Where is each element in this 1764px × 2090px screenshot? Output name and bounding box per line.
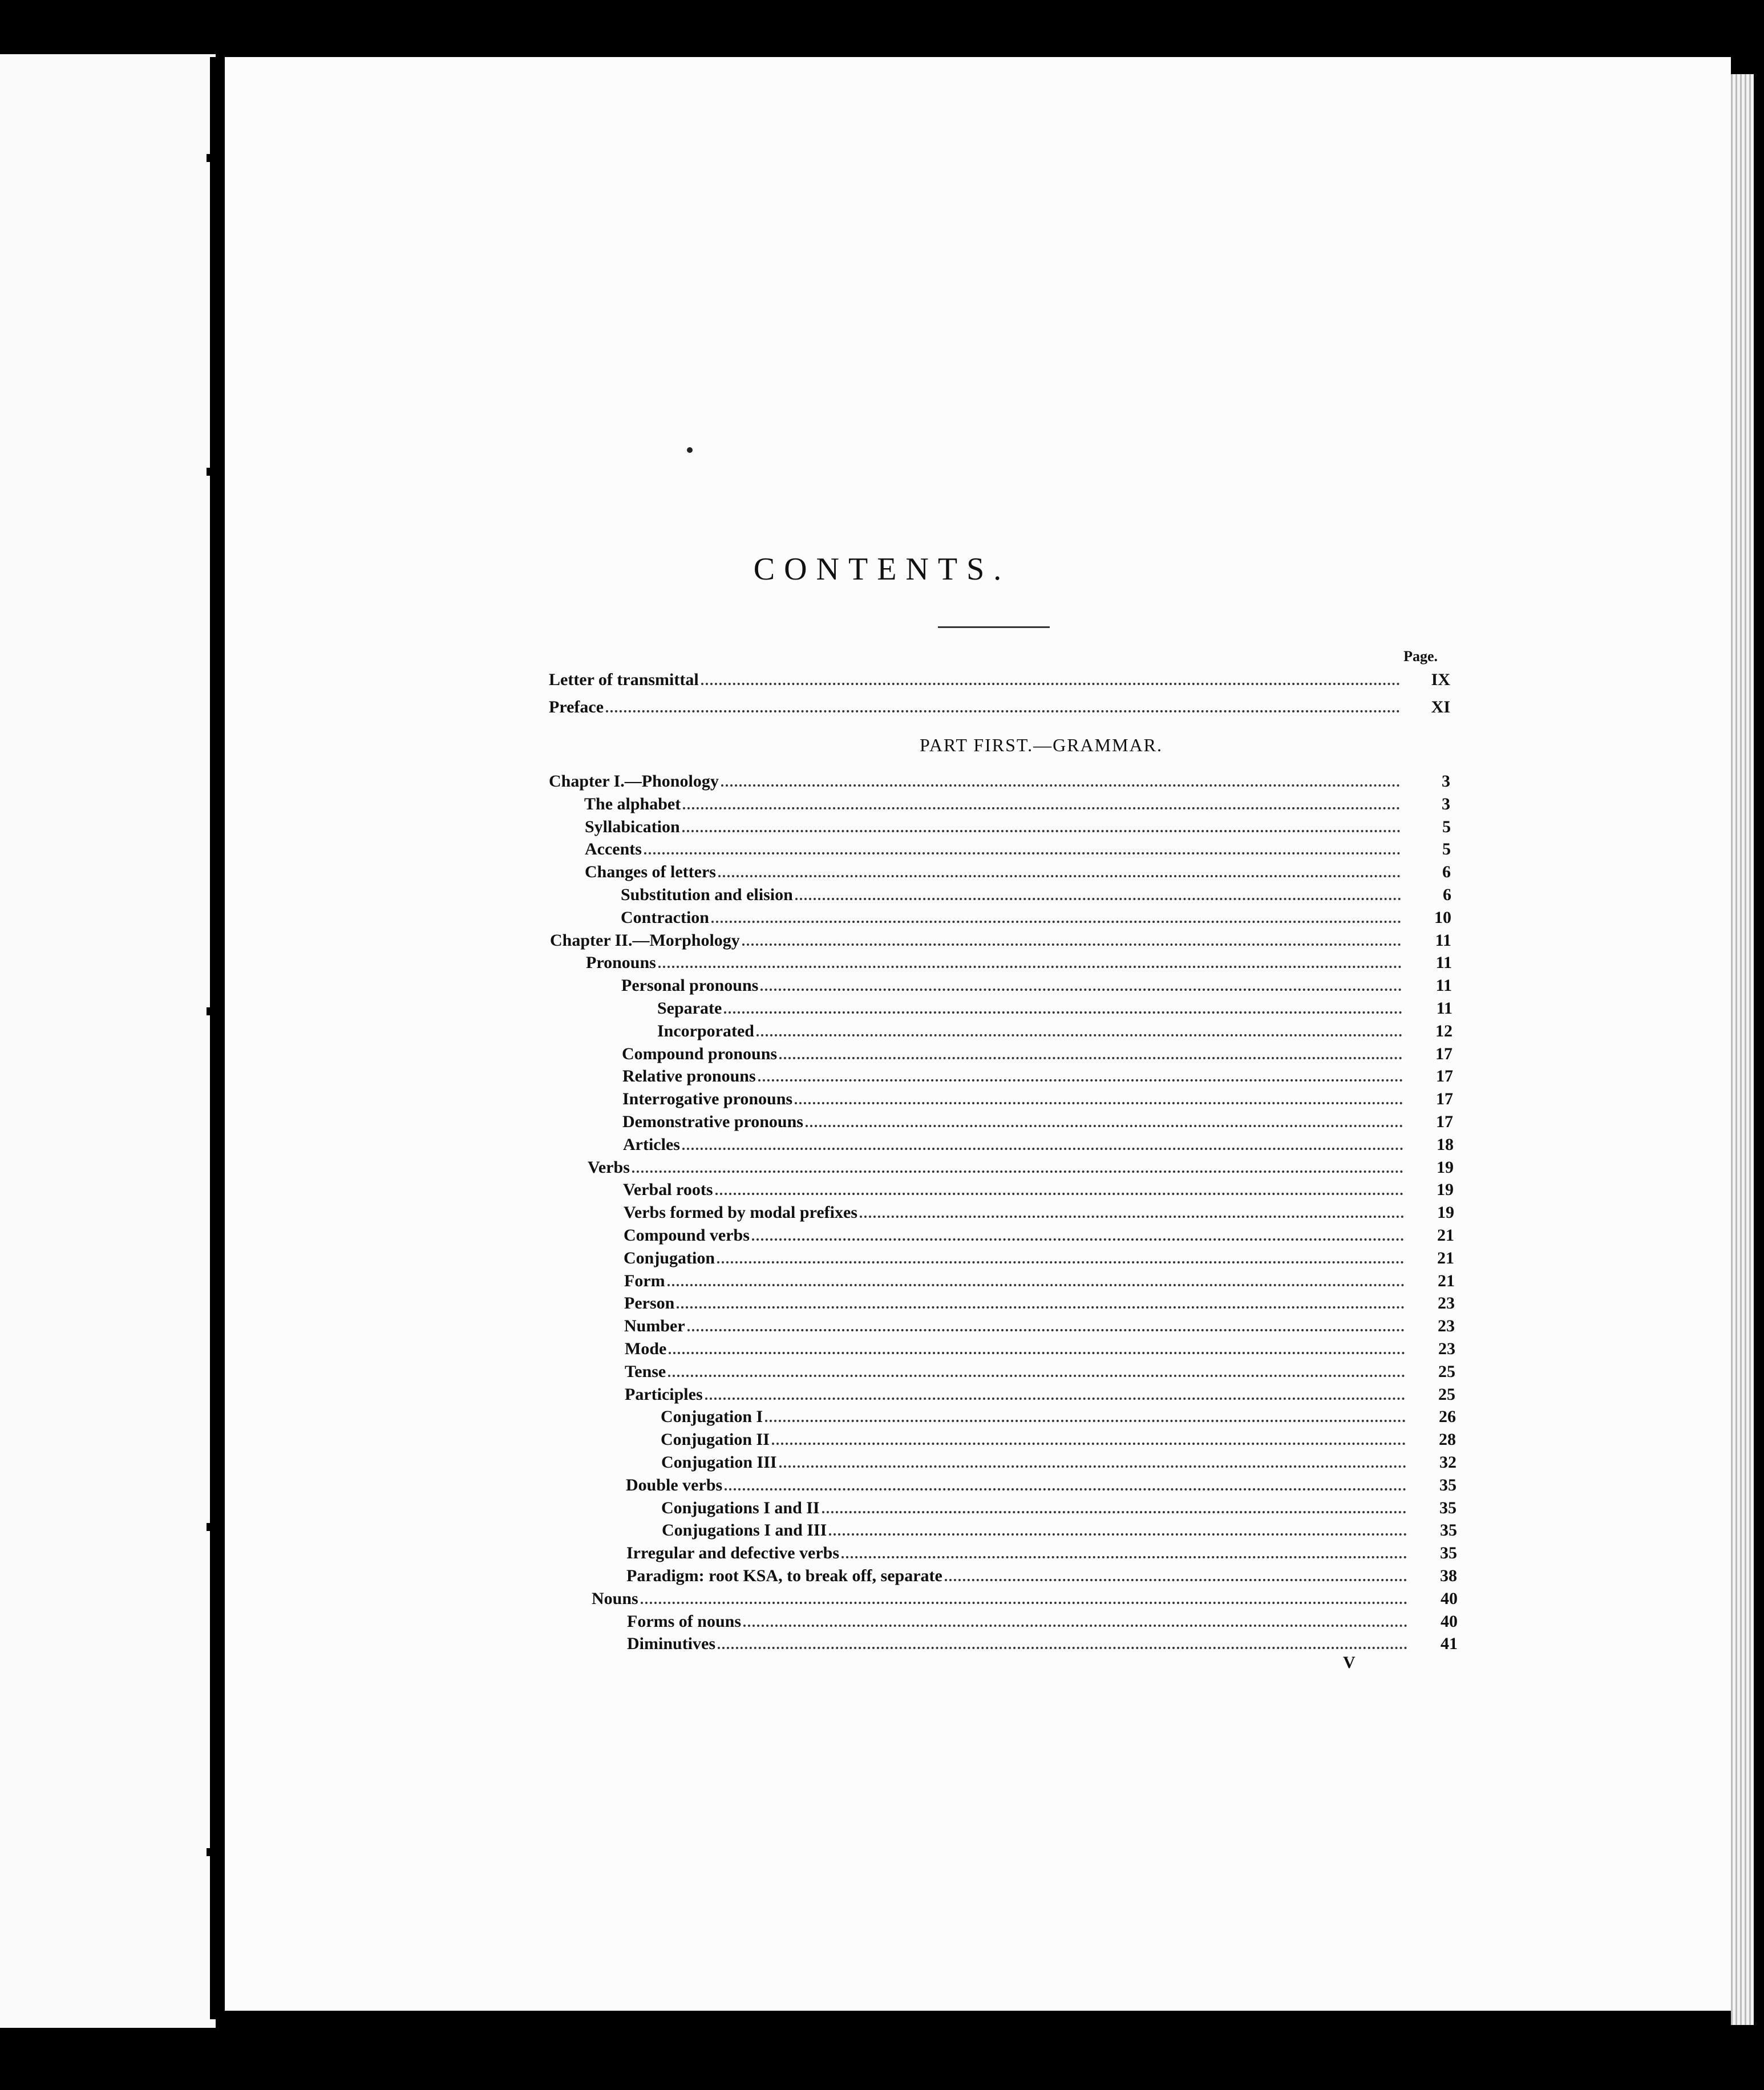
toc-label: Paradigm: root KSA, to break off, separate — [626, 1566, 942, 1585]
toc-label: Chapter I.—Phonology — [549, 772, 719, 791]
toc-label: Changes of letters — [585, 862, 716, 881]
toc-row[interactable] — [622, 1043, 1453, 1066]
toc-row[interactable] — [624, 1270, 1455, 1293]
toc-label: Tense — [625, 1362, 666, 1381]
toc-label: Participles — [625, 1385, 703, 1404]
toc-page-number: 25 — [1438, 1385, 1455, 1404]
toc-label: Verbs — [588, 1158, 630, 1177]
toc-row[interactable] — [592, 1587, 1458, 1610]
toc-row[interactable] — [624, 1247, 1454, 1270]
toc-row[interactable] — [661, 1497, 1456, 1520]
dot-leader — [822, 1511, 1406, 1513]
toc-row[interactable] — [625, 1383, 1455, 1406]
dot-leader — [718, 875, 1401, 877]
binding-stitch — [207, 1007, 227, 1015]
dot-leader — [829, 1533, 1407, 1536]
toc-row[interactable] — [657, 1020, 1453, 1043]
page-title: CONTENTS. — [753, 552, 1011, 587]
toc-page-number: XI — [1431, 698, 1450, 716]
dot-leader — [705, 1398, 1405, 1400]
toc-row[interactable] — [586, 951, 1452, 974]
toc-label: Diminutives — [627, 1634, 716, 1653]
toc-label: Forms of nouns — [627, 1612, 742, 1631]
toc-row[interactable] — [627, 1633, 1458, 1655]
toc-page-number: IX — [1431, 670, 1450, 689]
toc-row[interactable] — [585, 861, 1451, 884]
book-binding — [210, 57, 225, 2019]
dot-leader — [742, 943, 1401, 946]
toc-page-number: 17 — [1435, 1044, 1453, 1063]
toc-page-number: 40 — [1441, 1612, 1458, 1631]
toc-page-number: 5 — [1442, 840, 1451, 858]
toc-row[interactable] — [621, 884, 1451, 906]
page-edges — [1731, 74, 1754, 2025]
toc-row[interactable] — [623, 1133, 1454, 1156]
binding-stitch — [207, 1848, 227, 1856]
dot-leader — [743, 1625, 1407, 1627]
dot-leader — [795, 1102, 1403, 1104]
toc-label: Articles — [623, 1135, 680, 1154]
toc-row[interactable] — [622, 1065, 1453, 1088]
dot-leader — [756, 1034, 1402, 1036]
toc-label: Number — [624, 1317, 685, 1335]
dot-leader — [841, 1556, 1407, 1558]
toc-page-number: 32 — [1439, 1453, 1456, 1472]
page-column-heading: Page. — [1403, 648, 1438, 665]
toc-page-number: 10 — [1434, 908, 1451, 927]
title-rule — [938, 626, 1050, 628]
toc-page-number: 5 — [1442, 817, 1451, 836]
dot-leader — [765, 1420, 1406, 1422]
dot-leader — [779, 1057, 1402, 1059]
toc-page-number: 19 — [1437, 1203, 1454, 1222]
toc-label: The alphabet — [584, 795, 681, 813]
binding-stitch — [207, 1523, 227, 1531]
toc-page-number: 6 — [1443, 885, 1451, 904]
toc-row[interactable] — [625, 1360, 1455, 1383]
toc-row[interactable] — [585, 838, 1451, 861]
toc-label: Conjugation — [624, 1249, 715, 1267]
dot-leader — [658, 966, 1402, 968]
dot-leader — [682, 1148, 1403, 1150]
toc-row[interactable] — [626, 1565, 1457, 1587]
toc-row[interactable] — [550, 929, 1451, 952]
toc-row[interactable] — [623, 1178, 1454, 1201]
toc-label: Mode — [625, 1339, 667, 1358]
toc-label: Contraction — [621, 908, 709, 927]
toc-page-number: 12 — [1435, 1022, 1453, 1040]
dot-leader — [644, 852, 1401, 854]
toc-label: Syllabication — [585, 817, 680, 836]
dot-leader — [717, 1261, 1404, 1263]
toc-row[interactable] — [621, 906, 1451, 929]
toc-page-number: 19 — [1437, 1158, 1454, 1177]
toc-row[interactable] — [585, 816, 1451, 839]
dot-leader — [687, 1329, 1405, 1331]
binding-stitch — [207, 154, 227, 162]
toc-page-number: 19 — [1437, 1180, 1454, 1199]
toc-label: Person — [624, 1294, 675, 1313]
toc-label: Compound verbs — [624, 1226, 750, 1245]
toc-page-number: 35 — [1440, 1544, 1457, 1562]
toc-page-number: 17 — [1436, 1112, 1453, 1131]
toc-page-number: 21 — [1437, 1226, 1454, 1245]
dot-leader — [945, 1579, 1407, 1581]
dot-leader — [667, 1284, 1405, 1286]
toc-label: Interrogative pronouns — [622, 1089, 793, 1108]
dot-leader — [711, 921, 1401, 923]
toc-label: Letter of transmittal — [549, 670, 699, 689]
dot-leader — [758, 1079, 1403, 1082]
dot-leader — [701, 683, 1400, 685]
toc-page-number: 38 — [1440, 1566, 1457, 1585]
toc-page-number: 41 — [1441, 1634, 1458, 1653]
toc-label: Double verbs — [626, 1476, 723, 1494]
dot-leader — [669, 1352, 1405, 1354]
toc-label: Separate — [657, 999, 722, 1018]
toc-label: Personal pronouns — [621, 976, 759, 995]
toc-row[interactable] — [584, 793, 1450, 816]
toc-label: Preface — [549, 698, 604, 716]
dot-leader — [779, 1465, 1406, 1468]
toc-label: Conjugation II — [661, 1430, 770, 1449]
toc-page-number: 3 — [1442, 772, 1450, 791]
toc-row[interactable] — [657, 997, 1453, 1020]
toc-page-number: 23 — [1438, 1294, 1455, 1313]
toc-page-number: 11 — [1436, 999, 1453, 1018]
toc-page-number: 26 — [1439, 1407, 1456, 1426]
toc-page-number: 17 — [1436, 1067, 1453, 1085]
toc-row[interactable] — [661, 1451, 1456, 1474]
dot-leader — [668, 1375, 1405, 1377]
toc-label: Pronouns — [586, 953, 656, 972]
toc-label: Chapter II.—Morphology — [550, 931, 740, 950]
toc-row[interactable] — [624, 1224, 1454, 1247]
part-heading: PART FIRST.—GRAMMAR. — [919, 735, 1163, 755]
dot-leader — [632, 1170, 1403, 1173]
toc-row[interactable] — [624, 1201, 1454, 1224]
left-page — [0, 54, 216, 2028]
toc-row[interactable] — [661, 1428, 1456, 1451]
toc-row[interactable] — [622, 1111, 1453, 1133]
toc-row[interactable] — [621, 974, 1452, 997]
paper-speck — [687, 447, 693, 453]
toc-label: Substitution and elision — [621, 885, 793, 904]
toc-page-number: 23 — [1438, 1317, 1455, 1335]
toc-label: Conjugations I and III — [662, 1521, 827, 1540]
toc-page-number: 25 — [1438, 1362, 1455, 1381]
dot-leader — [772, 1443, 1406, 1445]
toc-page-number: 3 — [1442, 795, 1450, 813]
toc-page-number: 21 — [1438, 1271, 1455, 1290]
toc-row[interactable] — [549, 696, 1450, 719]
binding-stitch — [207, 468, 227, 476]
page-folio: V — [1343, 1653, 1356, 1672]
toc-row[interactable] — [624, 1315, 1455, 1338]
toc-page-number: 21 — [1437, 1249, 1454, 1267]
toc-label: Nouns — [592, 1589, 638, 1608]
dot-leader — [606, 710, 1400, 712]
toc-page-number: 23 — [1438, 1339, 1455, 1358]
dot-leader — [752, 1238, 1404, 1241]
toc-label: Irregular and defective verbs — [626, 1544, 839, 1562]
dot-leader — [683, 807, 1400, 809]
dot-leader — [682, 830, 1401, 832]
toc-label: Conjugation III — [661, 1453, 777, 1472]
toc-label: Conjugations I and II — [661, 1498, 820, 1517]
toc-label: Relative pronouns — [622, 1067, 756, 1085]
toc-row[interactable] — [625, 1338, 1455, 1360]
dot-leader — [760, 989, 1402, 991]
toc-row[interactable] — [549, 770, 1450, 793]
toc-label: Form — [624, 1271, 665, 1290]
dot-leader — [860, 1216, 1404, 1218]
dot-leader — [724, 1011, 1402, 1014]
dot-leader — [806, 1125, 1403, 1127]
toc-row[interactable] — [588, 1156, 1454, 1179]
toc-label: Incorporated — [657, 1022, 754, 1040]
toc-page-number: 35 — [1440, 1521, 1457, 1540]
dot-leader — [721, 784, 1400, 787]
dot-leader — [725, 1488, 1406, 1490]
toc-row[interactable] — [624, 1292, 1455, 1315]
toc-row[interactable] — [549, 669, 1450, 691]
toc-row[interactable] — [662, 1519, 1457, 1542]
dot-leader — [718, 1647, 1407, 1649]
dot-leader — [641, 1602, 1407, 1604]
toc-page-number: 18 — [1437, 1135, 1454, 1154]
toc-page-number: 11 — [1435, 953, 1452, 972]
toc-label: Compound pronouns — [622, 1044, 778, 1063]
toc-label: Conjugation I — [661, 1407, 763, 1426]
toc-page-number: 35 — [1439, 1498, 1456, 1517]
toc-page-number: 17 — [1436, 1089, 1453, 1108]
toc-label: Verbal roots — [623, 1180, 713, 1199]
toc-label: Accents — [585, 840, 642, 858]
toc-row[interactable] — [627, 1610, 1458, 1633]
dot-leader — [677, 1306, 1405, 1309]
toc-row[interactable] — [622, 1088, 1453, 1111]
dot-leader — [715, 1193, 1404, 1195]
toc-page-number: 28 — [1439, 1430, 1456, 1449]
dot-leader — [795, 898, 1401, 900]
toc-page-number: 11 — [1435, 976, 1452, 995]
toc-page-number: 40 — [1441, 1589, 1458, 1608]
toc-row[interactable] — [661, 1406, 1456, 1428]
toc-label: Verbs formed by modal prefixes — [624, 1203, 857, 1222]
toc-page-number: 6 — [1442, 862, 1451, 881]
toc-page-number: 11 — [1435, 931, 1451, 950]
toc-row[interactable] — [626, 1542, 1457, 1565]
toc-label: Demonstrative pronouns — [622, 1112, 803, 1131]
toc-page-number: 35 — [1439, 1476, 1456, 1494]
toc-row[interactable] — [626, 1474, 1456, 1497]
